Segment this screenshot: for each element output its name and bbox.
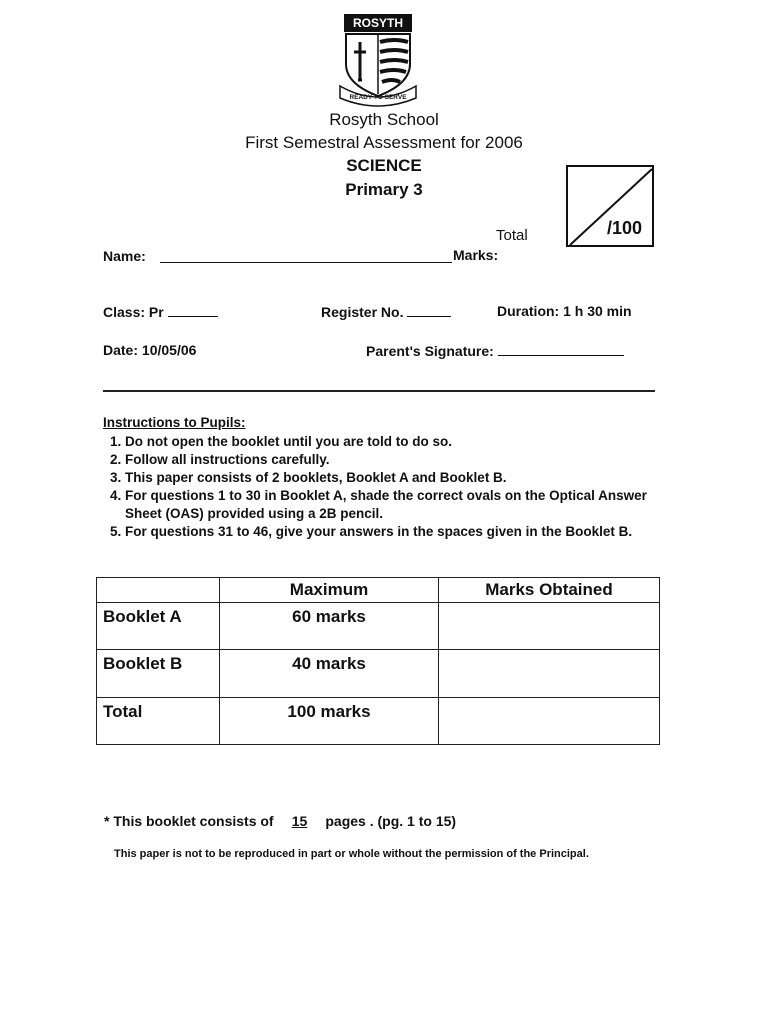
row-obtained[interactable] xyxy=(439,650,660,697)
total-marks-value: /100 xyxy=(606,218,642,238)
row-maximum: 60 marks xyxy=(220,603,439,650)
table-header-cell xyxy=(97,578,220,603)
register-blank xyxy=(407,303,451,317)
date-line xyxy=(103,342,196,358)
pages-note xyxy=(104,813,456,829)
name-field[interactable] xyxy=(160,249,452,263)
signature-label: Parent's Signature: xyxy=(366,343,494,359)
row-maximum: 40 marks xyxy=(220,650,439,697)
table-header-cell: Marks Obtained xyxy=(439,578,660,603)
class-field[interactable] xyxy=(103,303,218,320)
subject-title: SCIENCE xyxy=(346,156,422,175)
marks-label: Marks: xyxy=(453,247,499,263)
date-label: Date: xyxy=(103,342,139,358)
row-label: Booklet B xyxy=(97,650,220,697)
row-label: Booklet A xyxy=(97,603,220,650)
date-value: 10/05/06 xyxy=(141,342,197,358)
instructions-title: Instructions to Pupils: xyxy=(103,415,246,430)
copyright-notice: This paper is not to be reproduced in part or whole without the permission of the Principal. xyxy=(114,848,589,860)
instructions-list xyxy=(103,433,663,541)
row-obtained[interactable] xyxy=(439,697,660,744)
total-marks-box xyxy=(566,165,654,247)
assessment-title: First Semestral Assessment for 2006 xyxy=(245,133,523,152)
name-label: Name: xyxy=(103,248,146,264)
total-label: Total xyxy=(496,227,528,244)
level-title: Primary 3 xyxy=(345,180,423,199)
instruction-item: 5. For questions 31 to 46, give your answers in the spaces given in the Booklet B. xyxy=(125,523,663,541)
instruction-item: 3. This paper consists of 2 booklets, Booklet A and Booklet B. xyxy=(125,469,663,487)
row-label: Total xyxy=(97,697,220,744)
row-obtained[interactable] xyxy=(439,603,660,650)
register-field[interactable] xyxy=(321,303,451,320)
duration-text: Duration: 1 h 30 min xyxy=(497,303,632,319)
register-label: Register No. xyxy=(321,304,404,320)
pages-suffix: pages . (pg. 1 to 15) xyxy=(325,813,457,829)
signature-field[interactable] xyxy=(366,342,624,359)
signature-blank xyxy=(498,342,624,356)
table-row xyxy=(97,603,660,650)
marks-table xyxy=(96,577,660,745)
class-blank xyxy=(168,303,218,317)
svg-text:ROSYTH: ROSYTH xyxy=(352,16,404,30)
table-header-row xyxy=(97,578,660,603)
school-crest-logo xyxy=(336,12,420,108)
divider xyxy=(103,390,655,392)
class-label: Class: xyxy=(103,304,146,320)
instruction-item: 4. For questions 1 to 30 in Booklet A, shade the correct ovals on the Optical Answer Sheet (OAS) provided using a 2B pencil. xyxy=(125,487,663,523)
pages-prefix: * This booklet consists of xyxy=(104,813,274,829)
row-maximum: 100 marks xyxy=(220,697,439,744)
instruction-item: 2. Follow all instructions carefully. xyxy=(125,451,663,469)
table-header-cell: Maximum xyxy=(220,578,439,603)
table-row xyxy=(97,650,660,697)
pages-value: 15 xyxy=(291,813,308,829)
svg-text:READY TO SERVE: READY TO SERVE xyxy=(349,94,407,101)
instruction-item: 1. Do not open the booklet until you are told to do so. xyxy=(125,433,663,451)
school-name: Rosyth School xyxy=(329,110,439,129)
class-prefix: Pr xyxy=(148,304,164,320)
table-row xyxy=(97,697,660,744)
